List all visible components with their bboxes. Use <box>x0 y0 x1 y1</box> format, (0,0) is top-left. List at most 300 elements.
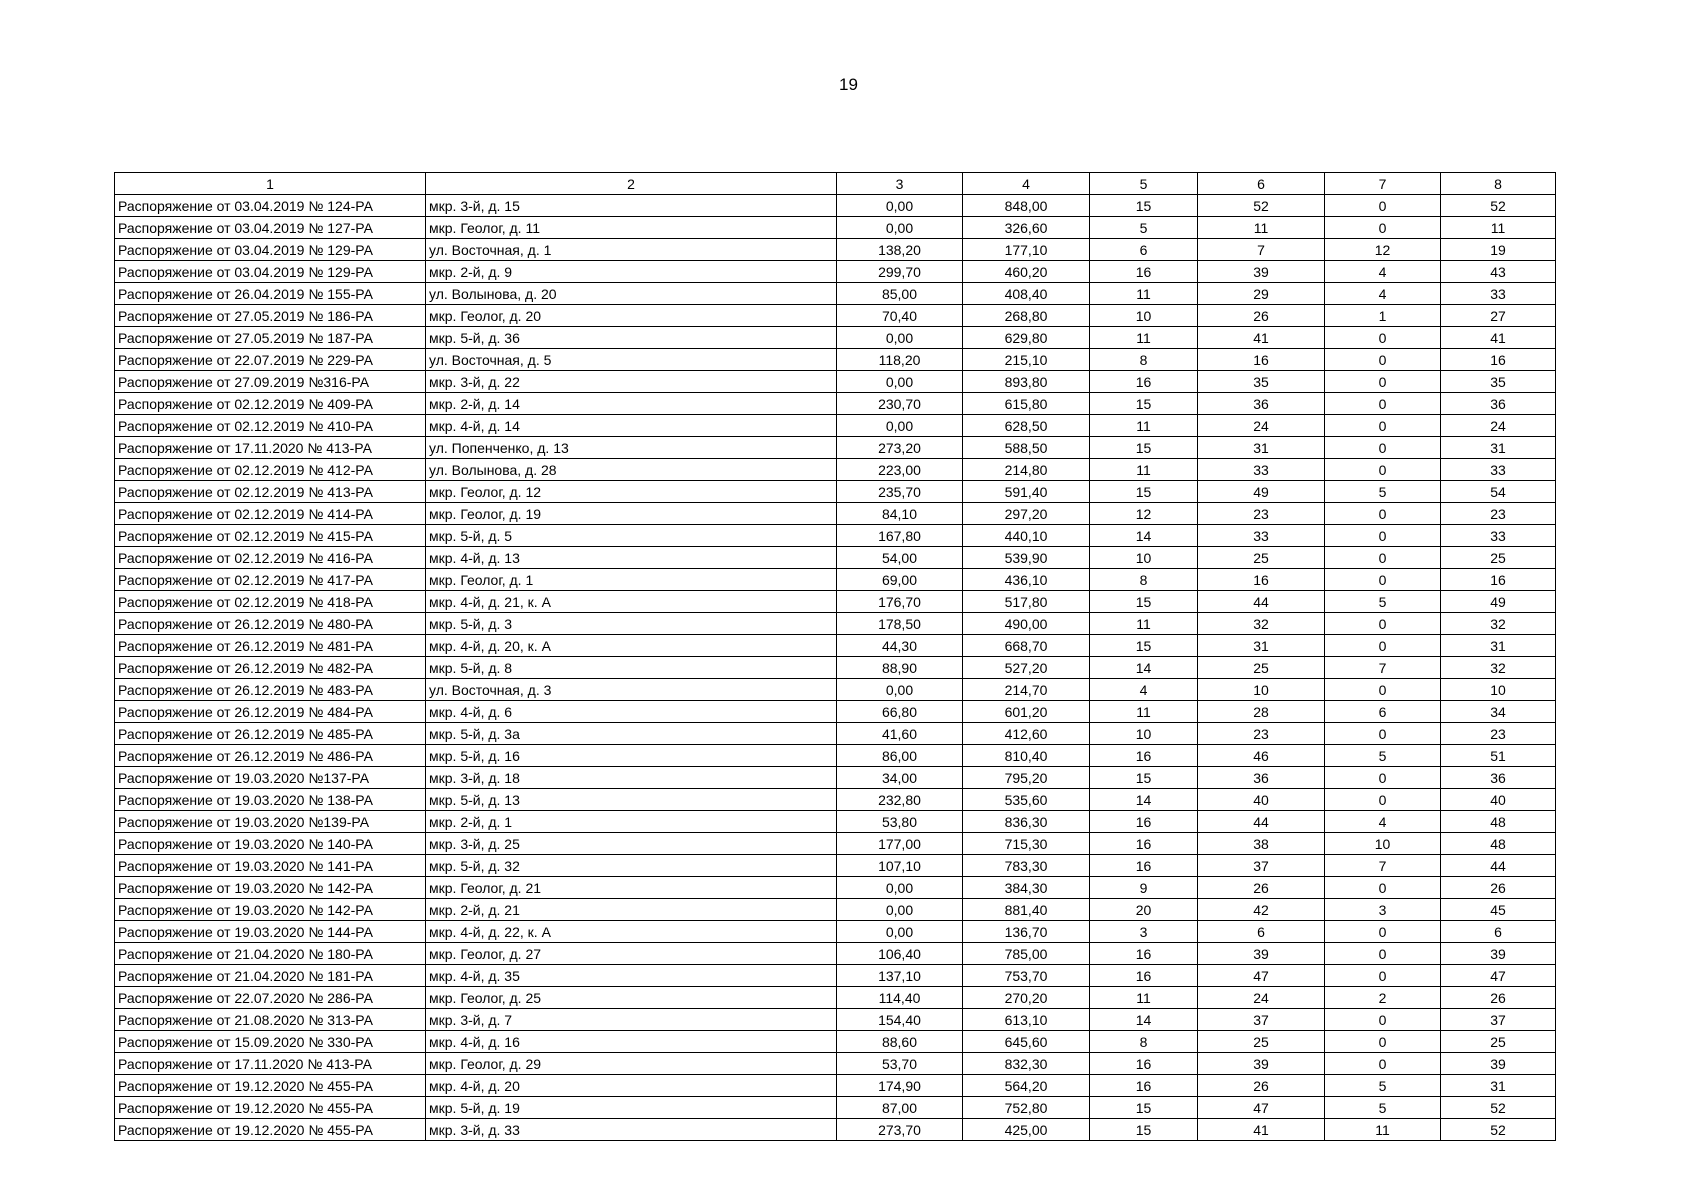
value-6-cell: 49 <box>1198 481 1325 503</box>
value-4-cell: 783,30 <box>963 855 1090 877</box>
value-4-cell: 440,10 <box>963 525 1090 547</box>
order-cell: Распоряжение от 26.12.2019 № 483-РА <box>115 679 426 701</box>
value-8-cell: 26 <box>1441 987 1556 1009</box>
value-6-cell: 40 <box>1198 789 1325 811</box>
value-3-cell: 174,90 <box>837 1075 963 1097</box>
value-6-cell: 26 <box>1198 305 1325 327</box>
table-row <box>115 261 1556 283</box>
value-8-cell: 32 <box>1441 657 1556 679</box>
column-header-2: 2 <box>426 173 837 195</box>
value-8-cell: 33 <box>1441 459 1556 481</box>
address-cell: мкр. 4-й, д. 14 <box>426 415 837 437</box>
order-cell: Распоряжение от 03.04.2019 № 127-РА <box>115 217 426 239</box>
value-7-cell: 0 <box>1325 679 1441 701</box>
address-cell: мкр. 3-й, д. 15 <box>426 195 837 217</box>
value-6-cell: 25 <box>1198 657 1325 679</box>
value-5-cell: 20 <box>1090 899 1198 921</box>
order-cell: Распоряжение от 19.03.2020 № 140-РА <box>115 833 426 855</box>
value-8-cell: 45 <box>1441 899 1556 921</box>
table-row <box>115 283 1556 305</box>
value-8-cell: 31 <box>1441 1075 1556 1097</box>
value-7-cell: 0 <box>1325 217 1441 239</box>
value-6-cell: 42 <box>1198 899 1325 921</box>
table-row <box>115 943 1556 965</box>
value-8-cell: 34 <box>1441 701 1556 723</box>
value-3-cell: 0,00 <box>837 217 963 239</box>
order-cell: Распоряжение от 19.03.2020 № 141-РА <box>115 855 426 877</box>
value-5-cell: 3 <box>1090 921 1198 943</box>
address-cell: мкр. 3-й, д. 25 <box>426 833 837 855</box>
address-cell: мкр. 4-й, д. 21, к. А <box>426 591 837 613</box>
value-8-cell: 49 <box>1441 591 1556 613</box>
value-3-cell: 86,00 <box>837 745 963 767</box>
value-7-cell: 0 <box>1325 613 1441 635</box>
value-3-cell: 118,20 <box>837 349 963 371</box>
address-cell: мкр. 5-й, д. 36 <box>426 327 837 349</box>
value-7-cell: 0 <box>1325 371 1441 393</box>
value-6-cell: 31 <box>1198 635 1325 657</box>
page-number: 19 <box>839 75 858 94</box>
value-6-cell: 32 <box>1198 613 1325 635</box>
value-4-cell: 645,60 <box>963 1031 1090 1053</box>
value-7-cell: 5 <box>1325 1075 1441 1097</box>
value-5-cell: 14 <box>1090 789 1198 811</box>
value-8-cell: 52 <box>1441 195 1556 217</box>
value-6-cell: 26 <box>1198 877 1325 899</box>
value-7-cell: 4 <box>1325 261 1441 283</box>
value-3-cell: 0,00 <box>837 415 963 437</box>
table-row <box>115 349 1556 371</box>
value-7-cell: 11 <box>1325 1119 1441 1141</box>
address-cell: мкр. Геолог, д. 25 <box>426 987 837 1009</box>
value-3-cell: 167,80 <box>837 525 963 547</box>
value-7-cell: 0 <box>1325 437 1441 459</box>
value-8-cell: 24 <box>1441 415 1556 437</box>
value-4-cell: 384,30 <box>963 877 1090 899</box>
address-cell: ул. Волынова, д. 28 <box>426 459 837 481</box>
value-6-cell: 33 <box>1198 525 1325 547</box>
order-cell: Распоряжение от 15.09.2020 № 330-РА <box>115 1031 426 1053</box>
value-4-cell: 412,60 <box>963 723 1090 745</box>
address-cell: мкр. 4-й, д. 35 <box>426 965 837 987</box>
table-row <box>115 415 1556 437</box>
address-cell: мкр. Геолог, д. 12 <box>426 481 837 503</box>
header-row <box>115 173 1556 195</box>
value-6-cell: 28 <box>1198 701 1325 723</box>
value-6-cell: 47 <box>1198 965 1325 987</box>
value-5-cell: 12 <box>1090 503 1198 525</box>
table-row <box>115 217 1556 239</box>
value-7-cell: 4 <box>1325 283 1441 305</box>
value-8-cell: 32 <box>1441 613 1556 635</box>
order-cell: Распоряжение от 02.12.2019 № 410-РА <box>115 415 426 437</box>
table-row <box>115 789 1556 811</box>
value-7-cell: 10 <box>1325 833 1441 855</box>
table-body <box>115 195 1556 1141</box>
value-4-cell: 177,10 <box>963 239 1090 261</box>
value-7-cell: 0 <box>1325 503 1441 525</box>
value-7-cell: 0 <box>1325 195 1441 217</box>
address-cell: мкр. 3-й, д. 18 <box>426 767 837 789</box>
address-cell: мкр. 5-й, д. 8 <box>426 657 837 679</box>
table-row <box>115 855 1556 877</box>
value-5-cell: 16 <box>1090 855 1198 877</box>
value-5-cell: 11 <box>1090 459 1198 481</box>
value-8-cell: 37 <box>1441 1009 1556 1031</box>
value-5-cell: 14 <box>1090 525 1198 547</box>
table-row <box>115 503 1556 525</box>
value-5-cell: 15 <box>1090 635 1198 657</box>
value-6-cell: 47 <box>1198 1097 1325 1119</box>
value-3-cell: 138,20 <box>837 239 963 261</box>
table-row <box>115 657 1556 679</box>
value-7-cell: 0 <box>1325 415 1441 437</box>
value-4-cell: 628,50 <box>963 415 1090 437</box>
address-cell: мкр. 2-й, д. 9 <box>426 261 837 283</box>
value-8-cell: 36 <box>1441 393 1556 415</box>
address-cell: мкр. 4-й, д. 20 <box>426 1075 837 1097</box>
address-cell: ул. Восточная, д. 1 <box>426 239 837 261</box>
order-cell: Распоряжение от 22.07.2019 № 229-РА <box>115 349 426 371</box>
value-5-cell: 16 <box>1090 811 1198 833</box>
value-4-cell: 795,20 <box>963 767 1090 789</box>
value-7-cell: 2 <box>1325 987 1441 1009</box>
value-6-cell: 41 <box>1198 327 1325 349</box>
value-5-cell: 6 <box>1090 239 1198 261</box>
table-row <box>115 613 1556 635</box>
value-4-cell: 715,30 <box>963 833 1090 855</box>
order-cell: Распоряжение от 03.04.2019 № 129-РА <box>115 239 426 261</box>
value-4-cell: 136,70 <box>963 921 1090 943</box>
value-4-cell: 848,00 <box>963 195 1090 217</box>
value-8-cell: 16 <box>1441 349 1556 371</box>
value-5-cell: 15 <box>1090 767 1198 789</box>
value-6-cell: 23 <box>1198 503 1325 525</box>
order-cell: Распоряжение от 19.12.2020 № 455-РА <box>115 1075 426 1097</box>
table-row <box>115 195 1556 217</box>
value-8-cell: 48 <box>1441 811 1556 833</box>
value-4-cell: 527,20 <box>963 657 1090 679</box>
value-3-cell: 232,80 <box>837 789 963 811</box>
table-row <box>115 701 1556 723</box>
address-cell: мкр. 2-й, д. 14 <box>426 393 837 415</box>
value-3-cell: 230,70 <box>837 393 963 415</box>
order-cell: Распоряжение от 02.12.2019 № 413-РА <box>115 481 426 503</box>
value-5-cell: 11 <box>1090 283 1198 305</box>
value-8-cell: 31 <box>1441 635 1556 657</box>
value-3-cell: 107,10 <box>837 855 963 877</box>
value-7-cell: 0 <box>1325 965 1441 987</box>
value-3-cell: 0,00 <box>837 877 963 899</box>
order-cell: Распоряжение от 21.04.2020 № 180-РА <box>115 943 426 965</box>
value-7-cell: 0 <box>1325 547 1441 569</box>
order-cell: Распоряжение от 02.12.2019 № 415-РА <box>115 525 426 547</box>
address-cell: мкр. 3-й, д. 33 <box>426 1119 837 1141</box>
address-cell: мкр. 5-й, д. 13 <box>426 789 837 811</box>
value-8-cell: 39 <box>1441 943 1556 965</box>
address-cell: мкр. 4-й, д. 22, к. А <box>426 921 837 943</box>
value-6-cell: 31 <box>1198 437 1325 459</box>
value-4-cell: 753,70 <box>963 965 1090 987</box>
order-cell: Распоряжение от 26.12.2019 № 480-РА <box>115 613 426 635</box>
value-3-cell: 88,60 <box>837 1031 963 1053</box>
value-8-cell: 39 <box>1441 1053 1556 1075</box>
value-4-cell: 270,20 <box>963 987 1090 1009</box>
value-5-cell: 16 <box>1090 965 1198 987</box>
value-3-cell: 106,40 <box>837 943 963 965</box>
order-cell: Распоряжение от 26.12.2019 № 482-РА <box>115 657 426 679</box>
value-8-cell: 44 <box>1441 855 1556 877</box>
order-cell: Распоряжение от 19.12.2020 № 455-РА <box>115 1119 426 1141</box>
order-cell: Распоряжение от 02.12.2019 № 409-РА <box>115 393 426 415</box>
value-3-cell: 137,10 <box>837 965 963 987</box>
value-3-cell: 41,60 <box>837 723 963 745</box>
value-4-cell: 613,10 <box>963 1009 1090 1031</box>
value-8-cell: 10 <box>1441 679 1556 701</box>
address-cell: мкр. Геолог, д. 1 <box>426 569 837 591</box>
value-8-cell: 52 <box>1441 1097 1556 1119</box>
value-8-cell: 51 <box>1441 745 1556 767</box>
value-6-cell: 36 <box>1198 393 1325 415</box>
order-cell: Распоряжение от 26.12.2019 № 481-РА <box>115 635 426 657</box>
value-7-cell: 5 <box>1325 591 1441 613</box>
order-cell: Распоряжение от 02.12.2019 № 418-РА <box>115 591 426 613</box>
value-7-cell: 0 <box>1325 393 1441 415</box>
column-header-5: 5 <box>1090 173 1198 195</box>
value-3-cell: 0,00 <box>837 371 963 393</box>
value-8-cell: 35 <box>1441 371 1556 393</box>
order-cell: Распоряжение от 19.12.2020 № 455-РА <box>115 1097 426 1119</box>
table-row <box>115 591 1556 613</box>
value-4-cell: 893,80 <box>963 371 1090 393</box>
value-8-cell: 33 <box>1441 525 1556 547</box>
value-4-cell: 615,80 <box>963 393 1090 415</box>
value-7-cell: 0 <box>1325 525 1441 547</box>
value-5-cell: 15 <box>1090 1097 1198 1119</box>
table-row <box>115 481 1556 503</box>
address-cell: мкр. 4-й, д. 20, к. А <box>426 635 837 657</box>
value-6-cell: 36 <box>1198 767 1325 789</box>
value-8-cell: 36 <box>1441 767 1556 789</box>
table-row <box>115 459 1556 481</box>
value-7-cell: 3 <box>1325 899 1441 921</box>
value-5-cell: 14 <box>1090 657 1198 679</box>
order-cell: Распоряжение от 02.12.2019 № 417-РА <box>115 569 426 591</box>
address-cell: мкр. 5-й, д. 19 <box>426 1097 837 1119</box>
value-4-cell: 297,20 <box>963 503 1090 525</box>
table-row <box>115 437 1556 459</box>
order-cell: Распоряжение от 27.05.2019 № 187-РА <box>115 327 426 349</box>
value-3-cell: 53,80 <box>837 811 963 833</box>
value-7-cell: 0 <box>1325 1053 1441 1075</box>
table-row <box>115 811 1556 833</box>
table-row <box>115 1075 1556 1097</box>
value-7-cell: 0 <box>1325 327 1441 349</box>
address-cell: мкр. Геолог, д. 11 <box>426 217 837 239</box>
order-cell: Распоряжение от 19.03.2020 № 142-РА <box>115 899 426 921</box>
value-6-cell: 38 <box>1198 833 1325 855</box>
value-6-cell: 26 <box>1198 1075 1325 1097</box>
order-cell: Распоряжение от 22.07.2020 № 286-РА <box>115 987 426 1009</box>
address-cell: мкр. 3-й, д. 7 <box>426 1009 837 1031</box>
address-cell: мкр. Геолог, д. 19 <box>426 503 837 525</box>
address-cell: мкр. 3-й, д. 22 <box>426 371 837 393</box>
order-cell: Распоряжение от 19.03.2020 №139-РА <box>115 811 426 833</box>
order-cell: Распоряжение от 21.04.2020 № 181-РА <box>115 965 426 987</box>
value-3-cell: 54,00 <box>837 547 963 569</box>
table-row <box>115 547 1556 569</box>
value-4-cell: 591,40 <box>963 481 1090 503</box>
value-3-cell: 177,00 <box>837 833 963 855</box>
value-4-cell: 836,30 <box>963 811 1090 833</box>
value-3-cell: 70,40 <box>837 305 963 327</box>
value-4-cell: 425,00 <box>963 1119 1090 1141</box>
value-7-cell: 0 <box>1325 635 1441 657</box>
value-6-cell: 29 <box>1198 283 1325 305</box>
value-5-cell: 14 <box>1090 1009 1198 1031</box>
value-5-cell: 11 <box>1090 613 1198 635</box>
value-6-cell: 44 <box>1198 811 1325 833</box>
value-4-cell: 490,00 <box>963 613 1090 635</box>
value-6-cell: 35 <box>1198 371 1325 393</box>
address-cell: мкр. 2-й, д. 1 <box>426 811 837 833</box>
value-3-cell: 235,70 <box>837 481 963 503</box>
column-header-6: 6 <box>1198 173 1325 195</box>
value-6-cell: 37 <box>1198 1009 1325 1031</box>
order-cell: Распоряжение от 17.11.2020 № 413-РА <box>115 437 426 459</box>
value-8-cell: 26 <box>1441 877 1556 899</box>
value-3-cell: 0,00 <box>837 921 963 943</box>
column-header-1: 1 <box>115 173 426 195</box>
value-4-cell: 785,00 <box>963 943 1090 965</box>
value-7-cell: 0 <box>1325 943 1441 965</box>
value-5-cell: 16 <box>1090 833 1198 855</box>
table-row <box>115 1053 1556 1075</box>
value-4-cell: 517,80 <box>963 591 1090 613</box>
value-7-cell: 5 <box>1325 1097 1441 1119</box>
value-6-cell: 41 <box>1198 1119 1325 1141</box>
value-6-cell: 44 <box>1198 591 1325 613</box>
order-cell: Распоряжение от 03.04.2019 № 129-РА <box>115 261 426 283</box>
value-3-cell: 223,00 <box>837 459 963 481</box>
value-6-cell: 23 <box>1198 723 1325 745</box>
value-4-cell: 535,60 <box>963 789 1090 811</box>
value-5-cell: 15 <box>1090 591 1198 613</box>
table-row <box>115 371 1556 393</box>
value-6-cell: 33 <box>1198 459 1325 481</box>
column-header-3: 3 <box>837 173 963 195</box>
value-6-cell: 46 <box>1198 745 1325 767</box>
value-3-cell: 273,20 <box>837 437 963 459</box>
value-8-cell: 40 <box>1441 789 1556 811</box>
value-6-cell: 7 <box>1198 239 1325 261</box>
value-7-cell: 7 <box>1325 657 1441 679</box>
order-cell: Распоряжение от 27.05.2019 № 186-РА <box>115 305 426 327</box>
order-cell: Распоряжение от 02.12.2019 № 414-РА <box>115 503 426 525</box>
value-5-cell: 16 <box>1090 1053 1198 1075</box>
value-7-cell: 0 <box>1325 1009 1441 1031</box>
value-8-cell: 41 <box>1441 327 1556 349</box>
value-3-cell: 299,70 <box>837 261 963 283</box>
value-3-cell: 0,00 <box>837 899 963 921</box>
value-8-cell: 19 <box>1441 239 1556 261</box>
table-row <box>115 745 1556 767</box>
value-3-cell: 0,00 <box>837 679 963 701</box>
value-5-cell: 15 <box>1090 1119 1198 1141</box>
order-cell: Распоряжение от 19.03.2020 № 144-РА <box>115 921 426 943</box>
value-5-cell: 8 <box>1090 349 1198 371</box>
value-4-cell: 752,80 <box>963 1097 1090 1119</box>
address-cell: мкр. 4-й, д. 16 <box>426 1031 837 1053</box>
table-row <box>115 239 1556 261</box>
value-8-cell: 47 <box>1441 965 1556 987</box>
table-row <box>115 525 1556 547</box>
value-7-cell: 0 <box>1325 723 1441 745</box>
value-7-cell: 0 <box>1325 921 1441 943</box>
column-header-8: 8 <box>1441 173 1556 195</box>
value-7-cell: 0 <box>1325 789 1441 811</box>
value-4-cell: 629,80 <box>963 327 1090 349</box>
value-5-cell: 10 <box>1090 547 1198 569</box>
table-row <box>115 899 1556 921</box>
address-cell: мкр. 5-й, д. 3 <box>426 613 837 635</box>
address-cell: ул. Волынова, д. 20 <box>426 283 837 305</box>
value-3-cell: 44,30 <box>837 635 963 657</box>
value-4-cell: 601,20 <box>963 701 1090 723</box>
address-cell: мкр. 4-й, д. 13 <box>426 547 837 569</box>
table-row <box>115 767 1556 789</box>
value-4-cell: 832,30 <box>963 1053 1090 1075</box>
address-cell: мкр. 4-й, д. 6 <box>426 701 837 723</box>
value-6-cell: 10 <box>1198 679 1325 701</box>
value-5-cell: 11 <box>1090 415 1198 437</box>
table-row <box>115 1119 1556 1141</box>
value-7-cell: 5 <box>1325 745 1441 767</box>
value-7-cell: 6 <box>1325 701 1441 723</box>
value-7-cell: 0 <box>1325 1031 1441 1053</box>
value-3-cell: 53,70 <box>837 1053 963 1075</box>
value-3-cell: 0,00 <box>837 195 963 217</box>
value-8-cell: 16 <box>1441 569 1556 591</box>
value-5-cell: 5 <box>1090 217 1198 239</box>
value-8-cell: 48 <box>1441 833 1556 855</box>
value-4-cell: 214,70 <box>963 679 1090 701</box>
value-4-cell: 564,20 <box>963 1075 1090 1097</box>
value-8-cell: 25 <box>1441 1031 1556 1053</box>
value-4-cell: 539,90 <box>963 547 1090 569</box>
value-5-cell: 16 <box>1090 1075 1198 1097</box>
value-4-cell: 588,50 <box>963 437 1090 459</box>
order-cell: Распоряжение от 19.03.2020 № 138-РА <box>115 789 426 811</box>
value-7-cell: 0 <box>1325 349 1441 371</box>
order-cell: Распоряжение от 21.08.2020 № 313-РА <box>115 1009 426 1031</box>
value-8-cell: 11 <box>1441 217 1556 239</box>
value-5-cell: 16 <box>1090 943 1198 965</box>
value-8-cell: 6 <box>1441 921 1556 943</box>
value-5-cell: 11 <box>1090 987 1198 1009</box>
value-8-cell: 23 <box>1441 503 1556 525</box>
order-cell: Распоряжение от 03.04.2019 № 124-РА <box>115 195 426 217</box>
table-row <box>115 833 1556 855</box>
value-5-cell: 10 <box>1090 723 1198 745</box>
value-6-cell: 16 <box>1198 349 1325 371</box>
table-row <box>115 393 1556 415</box>
value-4-cell: 214,80 <box>963 459 1090 481</box>
value-7-cell: 5 <box>1325 481 1441 503</box>
table-row <box>115 327 1556 349</box>
value-3-cell: 88,90 <box>837 657 963 679</box>
address-cell: ул. Попенченко, д. 13 <box>426 437 837 459</box>
